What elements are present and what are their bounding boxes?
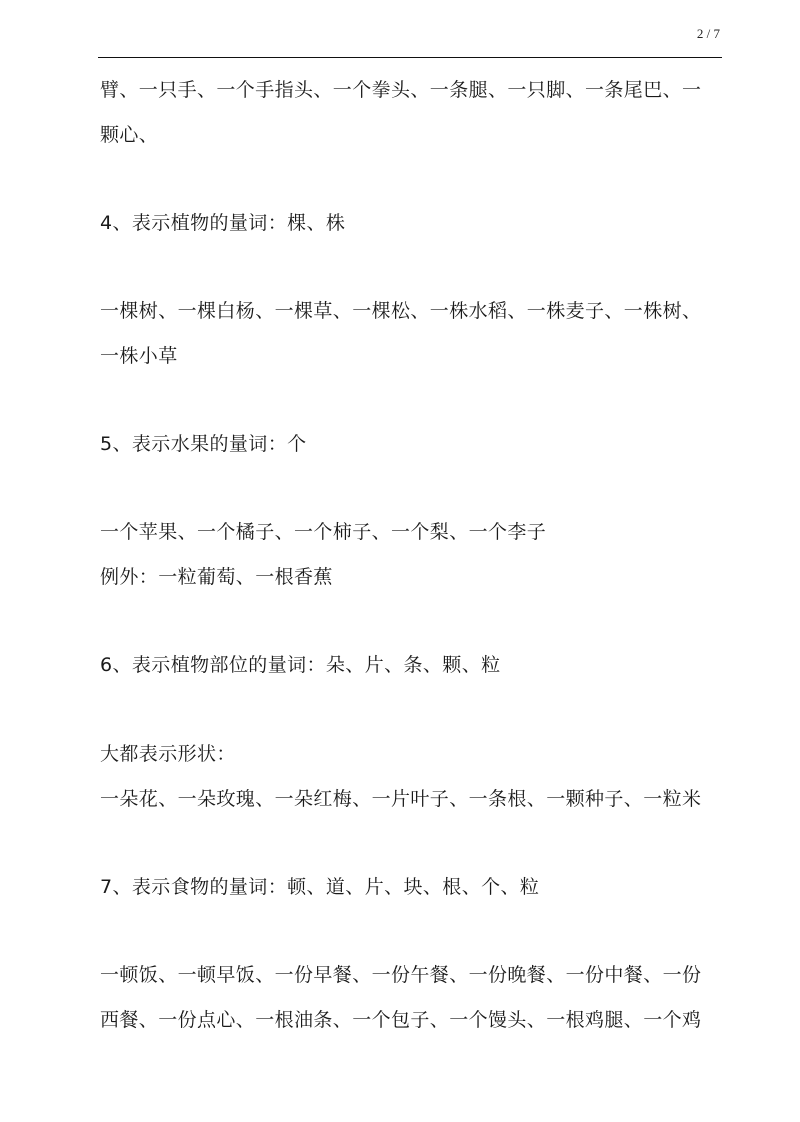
body-line-food-examples: 一顿饭、一顿早饭、一份早餐、一份午餐、一份晚餐、一份中餐、一份	[100, 964, 702, 986]
header-rule	[98, 57, 722, 58]
heading-plant-part-measure-words: 6、表示植物部位的量词：朵、片、条、颗、粒	[100, 654, 501, 676]
body-line-body-parts-cont: 臂、一只手、一个手指头、一个拳头、一条腿、一只脚、一条尾巴、一	[100, 79, 702, 101]
heading-food-measure-words: 7、表示食物的量词：顿、道、片、块、根、个、粒	[100, 876, 540, 898]
body-line-fruit-exceptions: 例外：一粒葡萄、一根香蕉	[100, 566, 333, 588]
body-line-body-parts-end: 颗心、	[100, 124, 159, 146]
body-line-food-examples-cont: 西餐、一份点心、一根油条、一个包子、一个馒头、一根鸡腿、一个鸡	[100, 1009, 702, 1031]
body-line-plant-examples: 一棵树、一棵白杨、一棵草、一棵松、一株水稻、一株麦子、一株树、	[100, 300, 702, 322]
body-line-plant-part-examples: 一朵花、一朵玫瑰、一朵红梅、一片叶子、一条根、一颗种子、一粒米	[100, 788, 702, 810]
heading-plant-measure-words: 4、表示植物的量词：棵、株	[100, 212, 346, 234]
heading-fruit-measure-words: 5、表示水果的量词：个	[100, 433, 307, 455]
body-line-plant-examples-end: 一株小草	[100, 345, 178, 367]
page-number: 2 / 7	[696, 26, 720, 41]
body-line-fruit-examples: 一个苹果、一个橘子、一个柿子、一个梨、一个李子	[100, 521, 547, 543]
body-line-shape-note: 大都表示形状：	[100, 743, 236, 765]
